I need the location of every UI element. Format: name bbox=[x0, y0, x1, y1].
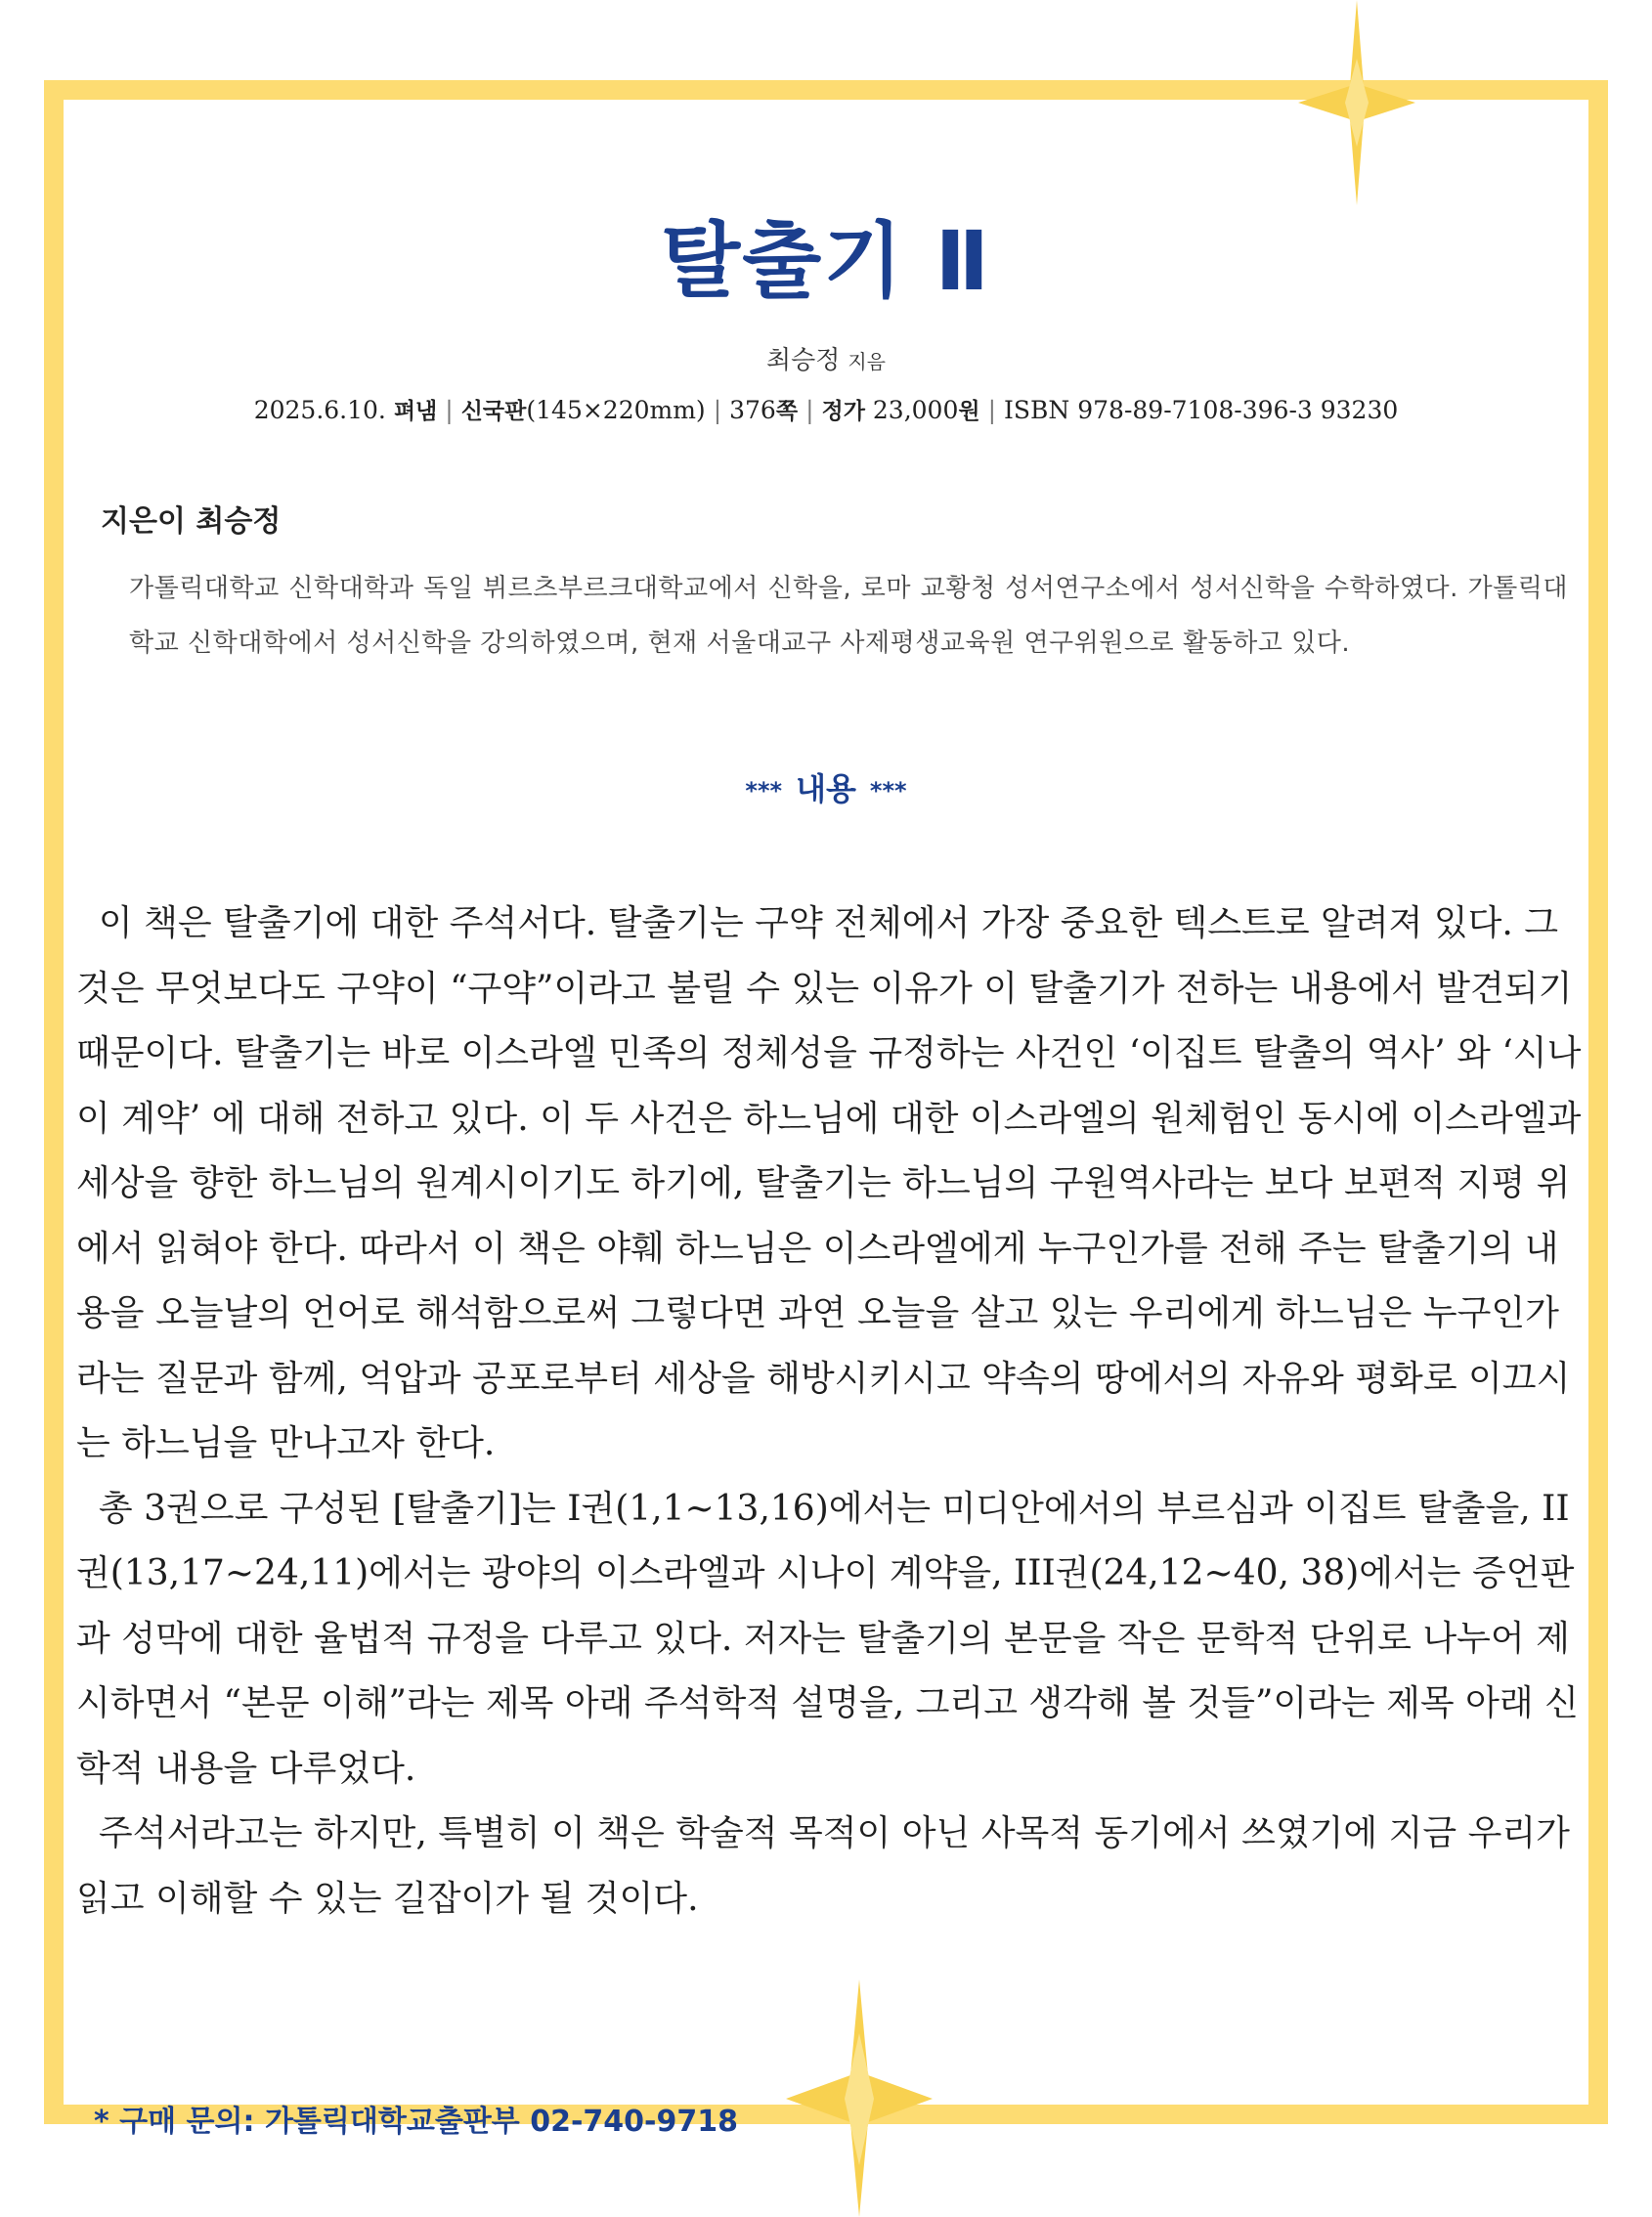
content-body bbox=[76, 891, 1582, 1932]
author-credit bbox=[0, 340, 1652, 376]
book-title: 탈출기 Ⅱ bbox=[660, 213, 991, 309]
price-unit: 원 bbox=[958, 399, 980, 424]
pages-value: 376 bbox=[729, 396, 776, 424]
heading-stars-right: *** bbox=[869, 777, 907, 804]
isbn: ISBN 978-89-7108-396-3 93230 bbox=[1004, 396, 1399, 424]
content-paragraph bbox=[76, 891, 1582, 1477]
sparkle-bottom-center-icon bbox=[786, 1979, 933, 2217]
price-value: 23,000 bbox=[872, 396, 959, 424]
sparkle-top-right-icon bbox=[1298, 0, 1415, 205]
pub-date-label: 펴냄 bbox=[393, 399, 438, 424]
publication-info: 2025.6.10. 펴냄 | 신국판(145×220mm) | 376쪽 | 정가 23,000원 | ISBN 978-89-7108-396-3 93230 bbox=[253, 396, 1399, 424]
content-paragraph-text: 이 책은 탈출기에 대한 주석서다. 탈출기는 구약 전체에서 가장 중요한 텍스트로 알려져 있다. 그것은 무엇보다도 구약이 “구약”이라고 불릴 수 있는 이유가 이 탈출기가 전하는 내용에서 발견되기 때문이다. 탈출기는 바로 이스라엘 민족의 정체성을 규정하는 사건인 ‘이집트 탈출의 역사’ 와 ‘시나이 계약’ 에 대해 전하고 있다. 이 두 사건은 하느님에 대한 이스라엘의 원체험인 동시에 이스라엘과 세상을 향한 하느님의 원계시이기도 하기에, 탈출기는 하느님의 구원역사라는 보다 보편적 지평 위에서 읽혀야 한다. 따라서 이 책은 야훼 하느님은 이스라엘에게 누구인가를 전해 주는 탈출기의 내용을 오늘날의 언어로 해석함으로써 그렇다면 과연 오늘을 살고 있는 우리에게 하느님은 누구인가라는 질문과 함께, 억압과 공포로부터 세상을 해방시키시고 약속의 땅에서의 자유와 평화로 이끄시는 하느님을 만나고자 한다. bbox=[76, 903, 1582, 1463]
content-paragraph-text: 주석서라고는 하지만, 특별히 이 책은 학술적 목적이 아닌 사목적 동기에서 쓰였기에 지금 우리가 읽고 이해할 수 있는 길잡이가 될 것이다. bbox=[76, 1813, 1570, 1919]
price-label: 정가 bbox=[821, 399, 865, 424]
format-label: 신국판 bbox=[460, 399, 527, 424]
content-section-heading bbox=[0, 764, 1652, 809]
content-paragraph bbox=[76, 1802, 1582, 1932]
heading-stars-left: *** bbox=[745, 777, 783, 804]
purchase-contact: * 구매 문의: 가톨릭대학교출판부 02-740-9718 bbox=[94, 2105, 738, 2139]
content-paragraph bbox=[76, 1477, 1582, 1803]
author-role: 지음 bbox=[848, 350, 886, 373]
content-heading-label: 내용 bbox=[796, 770, 856, 807]
pub-date: 2025.6.10. bbox=[253, 396, 386, 424]
author-bio: 가톨릭대학교 신학대학과 독일 뷔르츠부르크대학교에서 신학을, 로마 교황청 성서연구소에서 성서신학을 수학하였다. 가톨릭대학교 신학대학에서 성서신학을 강의하였으며, 현재 서울대교구 사제평생교육원 연구위원으로 활동하고 있다. bbox=[129, 574, 1568, 658]
pages-label: 쪽 bbox=[775, 399, 799, 424]
content-paragraph-text: 총 3권으로 구성된 [탈출기]는 I권(1,1~13,16)에서는 미디안에서의 부르심과 이집트 탈출을, II권(13,17~24,11)에서는 광야의 이스라엘과 시나이 계약을, III권(24,12~40, 38)에서는 증언판과 성막에 대한 율법적 규정을 다루고 있다. 저자는 탈출기의 본문을 작은 문학적 단위로 나누어 제시하면서 “본문 이해”라는 제목 아래 주석학적 설명을, 그리고 생각해 볼 것들”이라는 제목 아래 신학적 내용을 다루었다. bbox=[76, 1488, 1579, 1789]
format-value: (145×220mm) bbox=[526, 396, 706, 424]
author-name: 최승정 bbox=[766, 346, 841, 375]
author-section-heading: 지은이 최승정 bbox=[101, 504, 282, 539]
